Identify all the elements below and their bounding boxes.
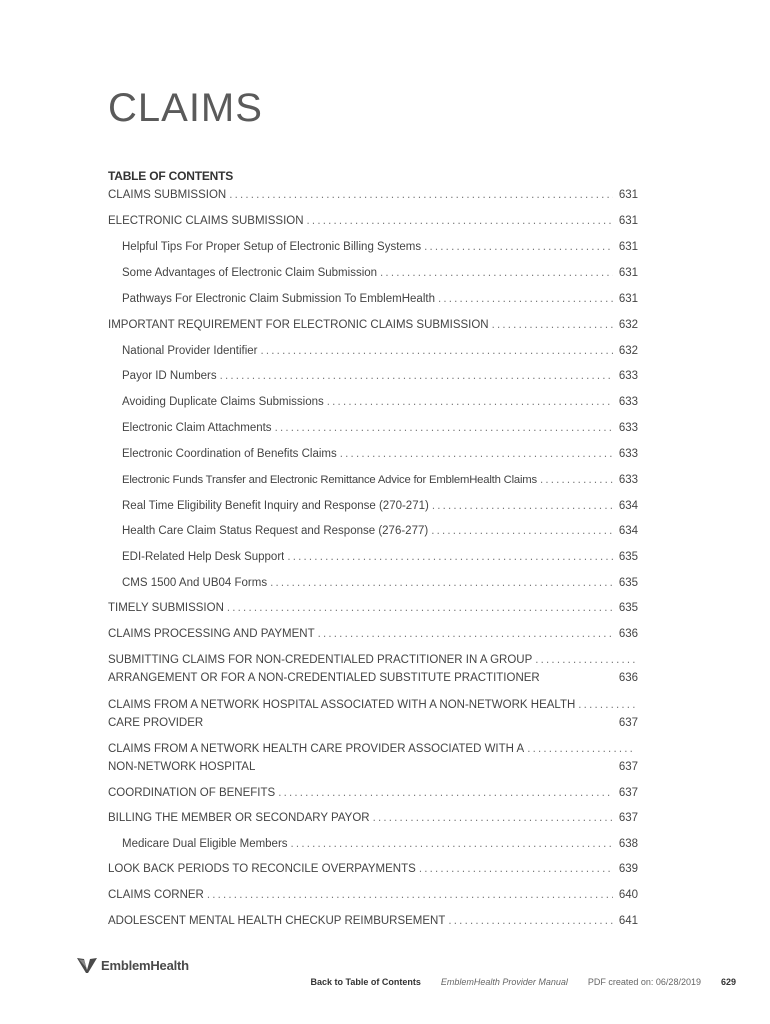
toc-entry-label: ADOLESCENT MENTAL HEALTH CHECKUP REIMBURSEMENT [108, 915, 446, 927]
toc-entry-page: 635 [618, 577, 638, 589]
emblemhealth-logo [76, 956, 189, 974]
toc-entry-adolescent-mental-health[interactable] [108, 914, 638, 929]
toc-heading: TABLE OF CONTENTS [108, 169, 234, 183]
toc-entry-label: CLAIMS SUBMISSION [108, 189, 227, 201]
toc-entry-page: 633 [618, 422, 638, 434]
toc-entry-cms-forms[interactable] [122, 576, 638, 591]
toc-entry-label: Helpful Tips For Proper Setup of Electronic Billing Systems [122, 241, 422, 253]
toc-entry-some-advantages[interactable] [122, 266, 638, 281]
toc-entry-label: COORDINATION OF BENEFITS [108, 787, 276, 799]
toc-entry-label: Real Time Eligibility Benefit Inquiry and Response (270-271) [122, 500, 429, 512]
toc-entry-page: 636 [618, 672, 638, 684]
toc-entry-network-hospital[interactable] [108, 698, 638, 731]
toc-entry-label: CLAIMS PROCESSING AND PAYMENT [108, 628, 315, 640]
toc-entry-label: EDI-Related Help Desk Support [122, 551, 285, 563]
toc-entry-page: 632 [618, 345, 638, 357]
toc-entry-label-line1: SUBMITTING CLAIMS FOR NON-CREDENTIALED PRACTITIONER IN A GROUP [108, 654, 533, 666]
toc-entry-page: 632 [618, 319, 638, 331]
toc-entry-label: Electronic Coordination of Benefits Claims [122, 448, 337, 460]
toc-entry-label-line2: ARRANGEMENT OR FOR A NON-CREDENTIALED SUBSTITUTE PRACTITIONER [108, 672, 540, 684]
toc-entry-billing-member[interactable] [108, 811, 638, 826]
toc-entry-page: 631 [618, 189, 638, 201]
toc-entry-page: 640 [618, 889, 638, 901]
toc-entry-helpful-tips[interactable] [122, 240, 638, 255]
toc-entry-pathways[interactable] [122, 292, 638, 307]
toc-entry-page: 639 [618, 863, 638, 875]
toc-entry-label: CLAIMS CORNER [108, 889, 204, 901]
toc-entry-page: 641 [618, 915, 638, 927]
logo-text: EmblemHealth [101, 957, 189, 973]
page-number: 629 [720, 977, 736, 987]
toc-entry-label: Electronic Funds Transfer and Electronic Remittance Advice for EmblemHealth Claims [122, 474, 537, 486]
toc-entry-network-provider[interactable] [108, 742, 638, 775]
toc-entry-label: National Provider Identifier [122, 345, 258, 357]
toc-entry-label: BILLING THE MEMBER OR SECONDARY PAYOR [108, 812, 370, 824]
manual-title: EmblemHealth Provider Manual [440, 977, 568, 987]
back-to-toc-link[interactable]: Back to Table of Contents [310, 977, 421, 987]
toc-entry-page: 633 [618, 396, 638, 408]
toc-entry-label: ELECTRONIC CLAIMS SUBMISSION [108, 215, 304, 227]
toc-entry-page: 633 [618, 448, 638, 460]
toc-entry-label: TIMELY SUBMISSION [108, 602, 224, 614]
toc-entry-important-requirement[interactable] [108, 318, 638, 333]
toc-entry-claims-submission[interactable] [108, 188, 638, 203]
toc-entry-electronic-claims-submission[interactable] [108, 214, 638, 229]
toc-entry-edi-help-desk[interactable] [122, 550, 638, 565]
toc-entry-label-line1: CLAIMS FROM A NETWORK HOSPITAL ASSOCIATED WITH A NON-NETWORK HEALTH [108, 699, 576, 711]
toc-entry-label: Medicare Dual Eligible Members [122, 838, 288, 850]
toc-entry-label: Some Advantages of Electronic Claim Submission [122, 267, 378, 279]
toc-entry-claims-corner[interactable] [108, 888, 638, 903]
toc-entry-eft-era[interactable] [122, 473, 638, 488]
toc-entry-page: 633 [618, 474, 638, 486]
toc-entry-page: 637 [618, 717, 638, 729]
toc-entry-claim-status[interactable] [122, 524, 638, 539]
toc-entry-page: 635 [618, 602, 638, 614]
toc-entry-label: Health Care Claim Status Request and Response (276-277) [122, 525, 429, 537]
toc-entry-page: 631 [618, 241, 638, 253]
toc-entry-timely-submission[interactable] [108, 601, 638, 616]
emblem-logo-icon [76, 956, 98, 974]
pdf-created-date: PDF created on: 06/28/2019 [587, 977, 701, 987]
toc-entry-cob-claims[interactable] [122, 447, 638, 462]
toc-entry-page: 631 [618, 215, 638, 227]
page-footer [0, 950, 770, 1010]
toc-entry-label: IMPORTANT REQUIREMENT FOR ELECTRONIC CLAIMS SUBMISSION [108, 319, 489, 331]
toc-entry-label: Avoiding Duplicate Claims Submissions [122, 396, 324, 408]
toc-entry-avoiding-duplicate[interactable] [122, 395, 638, 410]
toc-entry-label: LOOK BACK PERIODS TO RECONCILE OVERPAYMENTS [108, 863, 416, 875]
toc-entry-non-credentialed[interactable] [108, 653, 638, 686]
toc-entry-label: Pathways For Electronic Claim Submission To EmblemHealth [122, 293, 435, 305]
toc-entry-payor-id[interactable] [122, 369, 638, 384]
toc-entry-page: 637 [618, 787, 638, 799]
toc-entry-label: Payor ID Numbers [122, 370, 217, 382]
toc-entry-page: 633 [618, 370, 638, 382]
page-title: CLAIMS [108, 86, 263, 130]
toc-entry-label: Electronic Claim Attachments [122, 422, 272, 434]
toc-entry-page: 637 [618, 812, 638, 824]
toc-entry-npi[interactable] [122, 344, 638, 359]
toc-entry-page: 634 [618, 525, 638, 537]
toc-entry-page: 636 [618, 628, 638, 640]
toc-entry-page: 631 [618, 293, 638, 305]
toc-entry-page: 635 [618, 551, 638, 563]
toc-entry-page: 631 [618, 267, 638, 279]
toc-entry-real-time-eligibility[interactable] [122, 499, 638, 514]
toc-entry-page: 634 [618, 500, 638, 512]
toc-entry-claims-processing[interactable] [108, 627, 638, 642]
toc-entry-label: CMS 1500 And UB04 Forms [122, 577, 268, 589]
toc-entry-label-line2: CARE PROVIDER [108, 717, 204, 729]
toc-entry-page: 638 [618, 838, 638, 850]
toc-entry-coordination-of-benefits[interactable] [108, 786, 638, 801]
toc-entry-page: 637 [618, 761, 638, 773]
toc-entry-label-line1: CLAIMS FROM A NETWORK HEALTH CARE PROVIDER ASSOCIATED WITH A [108, 743, 525, 755]
footer-row [310, 977, 736, 987]
toc-entry-claim-attachments[interactable] [122, 421, 638, 436]
toc-entry-look-back[interactable] [108, 862, 638, 877]
toc-entry-medicare-dual[interactable] [122, 837, 638, 852]
toc-entry-label-line2: NON-NETWORK HOSPITAL [108, 761, 256, 773]
